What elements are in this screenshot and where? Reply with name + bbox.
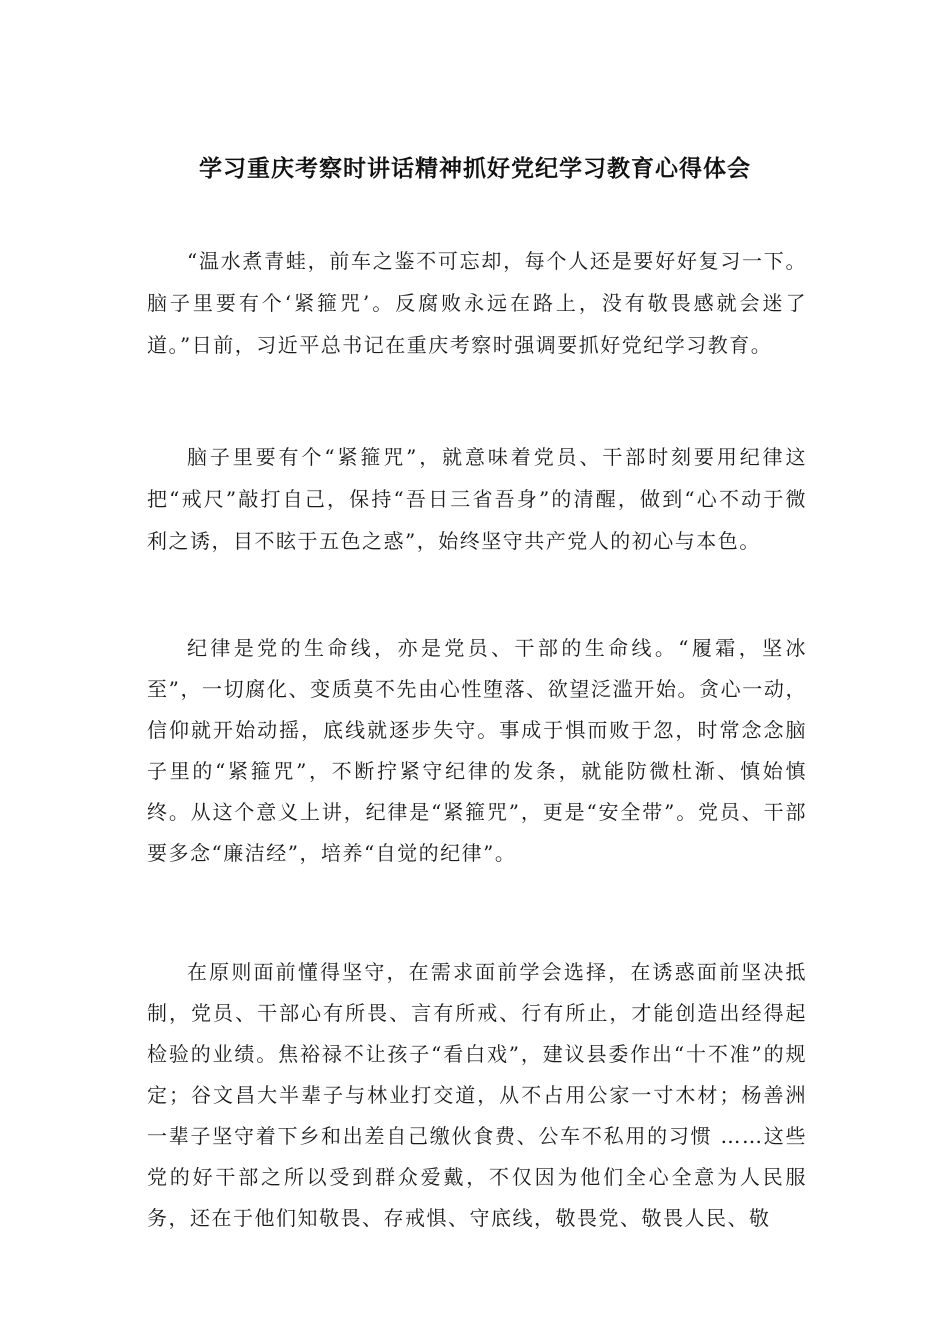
paragraph-3: 纪律是党的生命线，亦是党员、干部的生命线。“履霜，坚冰至”，一切腐化、变质莫不先由心性堕落、欲望泛滥开始。贪心一动，信仰就开始动摇，底线就逐步失守。事成于惧而败于忽，时常念念脑子里的“紧箍咒”，不断拧紧守纪律的发条，就能防微杜渐、慎始慎终。从这个意义上讲，纪律是“紧箍咒”，更是“安全带”。党员、干部要多念“廉洁经”，培养“自觉的纪律”。 xyxy=(147,636,807,865)
paragraph-2: 脑子里要有个“紧箍咒”，就意味着党员、干部时刻要用纪律这把“戒尺”敲打自己，保持“吾日三省吾身”的清醒，做到“心不动于微利之诱，目不眩于五色之惑”，始终坚守共产党人的初心与本色。 xyxy=(147,445,807,553)
paragraph-1: “温水煮青蛙，前车之鉴不可忘却，每个人还是要好好复习一下。脑子里要有个‘紧箍咒’。反腐败永远在路上，没有敬畏感就会迷了道。”日前，习近平总书记在重庆考察时强调要抓好党纪学习教育。 xyxy=(147,249,807,357)
paragraph-4: 在原则面前懂得坚守，在需求面前学会选择，在诱惑面前坚决抵制，党员、干部心有所畏、言有所戒、行有所止，才能创造出经得起检验的业绩。焦裕禄不让孩子“看白戏”，建议县委作出“十不准”的规定；谷文昌大半辈子与林业打交道，从不占用公家一寸木材；杨善洲一辈子坚守着下乡和出差自己缴伙食费、公车不私用的习惯 ……这些党的好干部之所以受到群众爱戴，不仅因为他们全心全意为人民服务，还在于他们知敬畏、存戒惧、守底线，敬畏党、敬畏人民、敬 xyxy=(147,960,807,1230)
document-title: 学习重庆考察时讲话精神抓好党纪学习教育心得体会 xyxy=(199,156,751,182)
